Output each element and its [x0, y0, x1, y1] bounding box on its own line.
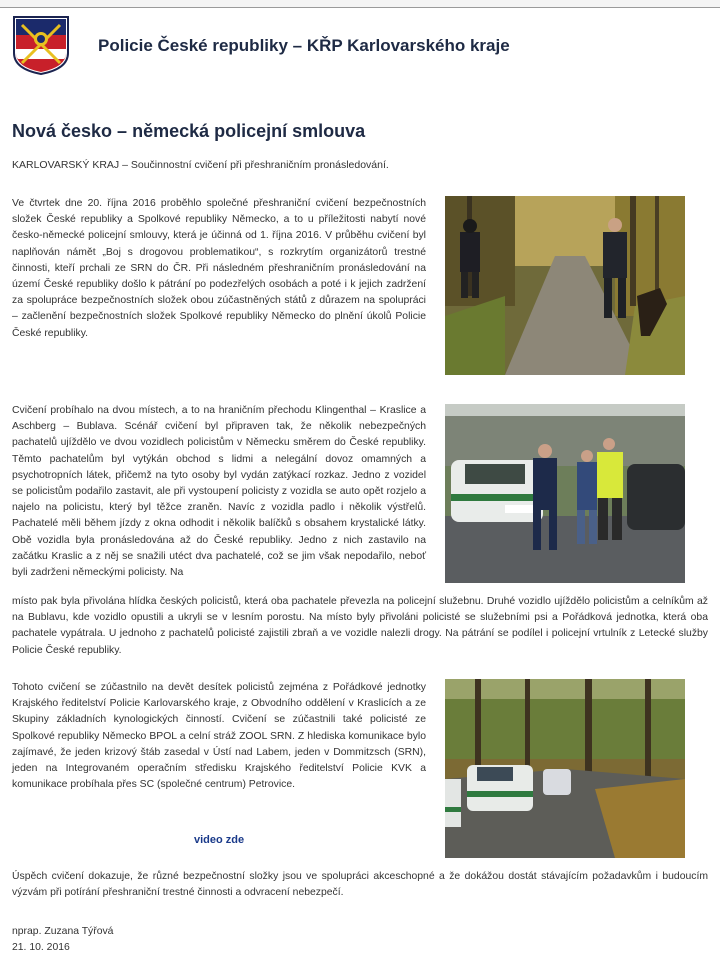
site-header — [12, 15, 712, 77]
photo-arrest-at-police-car — [445, 404, 685, 583]
article-date: 21. 10. 2016 — [12, 942, 70, 953]
site-title: Policie České republiky – KŘP Karlovarského kraje — [98, 36, 510, 55]
article-paragraph-2: Cvičení probíhalo na dvou místech, a to na hraničním přechodu Klingenthal – Kraslice a Aschberg – Bublava. Scénář cvičení byl připraven tak, že několik nebezpečných pachatelů ujíždělo ve dvou vozidlech policistům v Německu směrem do České republiky. Těmto pachatelům byl vytýkán obchod s lidmi a nelegální dovoz omamných a psychotropních látek, přičemž na tyto osoby byl vydán zatýkací rozkaz. Jedno z vozidel se policistům podařilo zastavit, ale při vystoupení policisty z vozidla se auto opět rozjelo a najelo na policistu, který byl těžce zraněn. Navíc z vozidla padlo i několik výstřelů. Pachatelé měli během jízdy z okna odhodit i několik balíčků s obsahem krystalické látky. Obě vozidla byla pronásledována až do České republiky. Jedno z nich zastavilo na začátku Kraslic a z něj se snažili utéct dva pachatelé, což se jim však nepodařilo, neboť byli zadrženi německými policisty. Na — [12, 405, 426, 579]
article-paragraph-4: Úspěch cvičení dokazuje, že různé bezpečnostní složky jsou ve spolupráci akceschopné a že dokážou dostát stávajícím požadavkům i budoucím výzvám při potírání přeshraniční trestné činnosti a odvracení nebezpečí. — [12, 871, 708, 899]
photo-police-vehicles-forest — [445, 679, 685, 858]
article-paragraph-2-continued: místo pak byla přivolána hlídka českých policistů, která oba pachatele převezla na policejní služebnu. Druhé vozidlo ujíždělo policistům a celníkům až na Bublavu, kde vozidlo opustili a ukryli se v lesním porostu. Na místo byly přivoláni policisté se služebními psi a Pořádková jednotka, která oba pachatele vypátrala. U jednoho z pachatelů policisté zajistili zbraň a ve vozidle nalezli drogy. Na pátrání se podílel i policejní vrtulník z Letecké služby Policie České republiky. — [12, 596, 708, 656]
article-author: nprap. Zuzana Týřová — [12, 926, 114, 937]
photo-forest-path-police-dog — [445, 196, 685, 375]
browser-top-bar — [0, 0, 720, 8]
article-paragraph-3: Tohoto cvičení se zúčastnilo na devět desítek policistů zejména z Pořádkové jednotky Krajského ředitelství Policie Karlovarského kraje, z Obvodního oddělení v Kraslicích a ze Skupiny základních kynologických činností. Cvičení se zúčastnili také policisté ze Spolkové republiky Německo BPOL a celní stráž ZOOL SRN. Z hlediska komunikace bylo zajímavé, že jeden krizový štáb zasedal v Ústí nad Labem, jeden v Dommitzsch (SRN), jeden na Integrovaném operačním středisku Krajského ředitelství Policie KVK a komunikace probíhala přes SC (společné centrum) Petrovice. — [12, 682, 426, 791]
article-signature — [12, 924, 113, 956]
video-link[interactable]: video zde — [194, 834, 245, 846]
article-lead: KARLOVARSKÝ KRAJ – Součinnostní cvičení při přeshraničním pronásledování. — [12, 159, 389, 171]
page-title: Nová česko – německá policejní smlouva — [12, 121, 366, 141]
article-paragraph-1: Ve čtvrtek dne 20. října 2016 proběhlo společné přeshraniční cvičení bezpečnostních složek České republiky a Spolkové republiky Německo, a to u příležitosti nabytí nové česko-německé policejní smlouvy, která je účinná od 1. října 2016. V průběhu cvičení byl naplňován námět „Boj s drogovou problematikou“, s rozkrytím organizátorů trestné činnosti, kteří prchali ze SRN do ČR. Při následném přeshraničním pronásledování na území České republiky došlo k pátrání po podezřelých osobách a poté i k jejich zadržení za spolupráce bezpečnostních složek obou zúčastněných států z důrazem na spolupráci – začlenění bezpečnostních složek Spolkové republiky Německo do plnění úkolů Policie České republiky. — [12, 198, 426, 339]
police-emblem-icon[interactable] — [12, 15, 70, 75]
